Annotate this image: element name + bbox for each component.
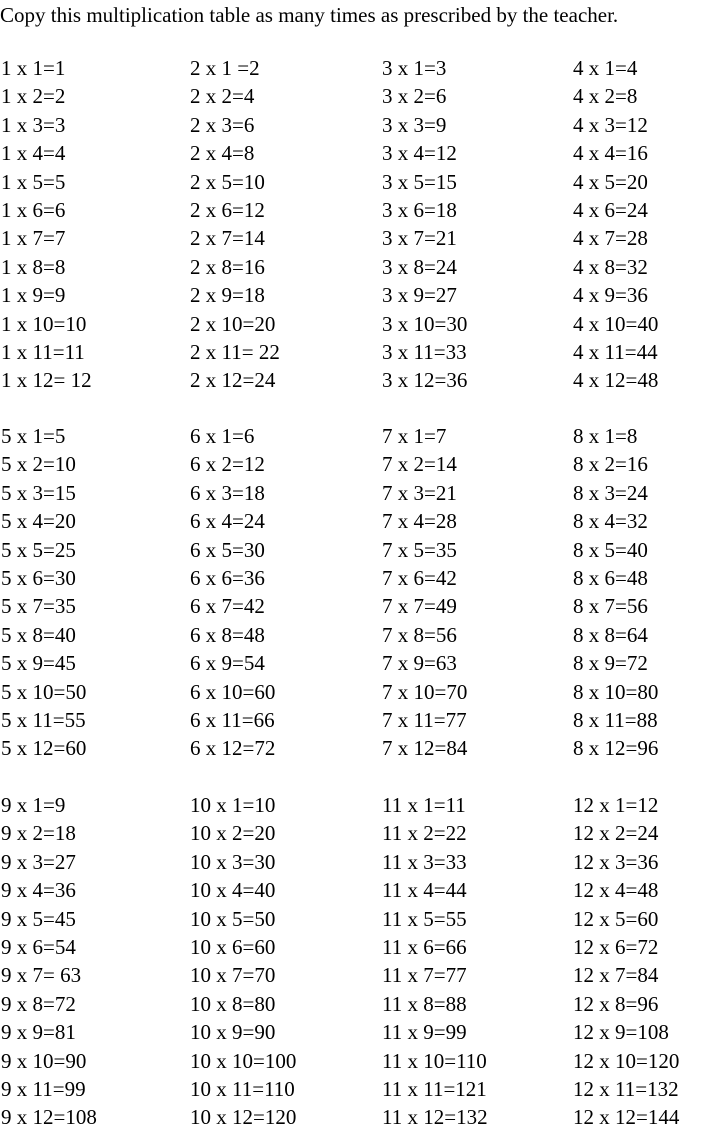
table-entry: 1 x 4=4 (1, 141, 66, 166)
table-entry: 6 x 11=66 (190, 707, 275, 732)
table-entry: 12 x 10=120 (573, 1048, 680, 1073)
table-entry: 6 x 9=54 (190, 651, 265, 676)
table-entry: 10 x 12=120 (190, 1105, 297, 1130)
table-entry: 3 x 2=6 (382, 84, 447, 109)
instruction-text: Copy this multiplication table as many times as prescribed by the teacher. (0, 3, 619, 27)
table-entry: 7 x 7=49 (382, 594, 457, 619)
table-entry: 6 x 8=48 (190, 622, 265, 647)
table-entry: 9 x 11=99 (1, 1076, 86, 1101)
table-entry: 4 x 8=32 (573, 254, 648, 279)
table-entry: 2 x 12=24 (190, 368, 276, 393)
table-entry: 8 x 3=24 (573, 480, 648, 505)
table-entry: 12 x 8=96 (573, 991, 659, 1016)
table-entry: 6 x 6=36 (190, 565, 265, 590)
table-entry: 1 x 11=11 (1, 339, 85, 364)
table-entry: 6 x 2=12 (190, 452, 265, 477)
table-column-4 (573, 54, 728, 395)
table-entry: 9 x 4=36 (1, 878, 76, 903)
table-entry: 3 x 12=36 (382, 368, 468, 393)
table-entry: 8 x 12=96 (573, 736, 659, 761)
table-block-5-to-8 (0, 422, 728, 762)
table-entry: 12 x 2=24 (573, 821, 659, 846)
table-entry: 9 x 12=108 (1, 1105, 97, 1130)
table-entry: 2 x 8=16 (190, 254, 265, 279)
table-entry: 7 x 3=21 (382, 480, 457, 505)
table-entry: 10 x 3=30 (190, 849, 276, 874)
table-entry: 7 x 6=42 (382, 565, 457, 590)
table-entry: 9 x 3=27 (1, 849, 76, 874)
table-entry: 2 x 11= 22 (190, 339, 280, 364)
table-entry: 8 x 6=48 (573, 565, 648, 590)
table-entry: 1 x 3=3 (1, 112, 66, 137)
table-entry: 5 x 1=5 (1, 424, 66, 448)
table-entry: 11 x 4=44 (382, 878, 467, 903)
table-entry: 1 x 2=2 (1, 84, 66, 109)
table-entry: 2 x 3=6 (190, 112, 255, 137)
table-entry: 8 x 10=80 (573, 679, 659, 704)
table-entry: 5 x 10=50 (1, 679, 87, 704)
table-entry: 5 x 3=15 (1, 480, 76, 505)
table-entry: 2 x 1 =2 (190, 56, 260, 80)
table-entry: 5 x 7=35 (1, 594, 76, 619)
table-column-10 (190, 791, 360, 1132)
table-column-2 (190, 54, 360, 395)
table-entry: 8 x 9=72 (573, 651, 648, 676)
table-entry: 7 x 10=70 (382, 679, 468, 704)
table-entry: 7 x 5=35 (382, 537, 457, 562)
table-entry: 3 x 11=33 (382, 339, 467, 364)
table-entry: 4 x 5=20 (573, 169, 648, 194)
table-entry: 8 x 8=64 (573, 622, 648, 647)
table-entry: 3 x 1=3 (382, 56, 447, 80)
table-entry: 6 x 1=6 (190, 424, 255, 448)
table-entry: 11 x 5=55 (382, 906, 467, 931)
table-entry: 12 x 3=36 (573, 849, 659, 874)
table-entry: 6 x 12=72 (190, 736, 276, 761)
table-entry: 12 x 7=84 (573, 963, 659, 988)
table-entry: 10 x 9=90 (190, 1020, 276, 1045)
table-entry: 7 x 2=14 (382, 452, 457, 477)
table-entry: 12 x 1=12 (573, 793, 659, 817)
table-entry: 2 x 6=12 (190, 197, 265, 222)
table-entry: 2 x 4=8 (190, 141, 255, 166)
table-entry: 1 x 9=9 (1, 283, 66, 308)
table-entry: 12 x 12=144 (573, 1105, 680, 1130)
table-entry: 5 x 11=55 (1, 707, 86, 732)
table-entry: 10 x 2=20 (190, 821, 276, 846)
table-entry: 11 x 12=132 (382, 1105, 488, 1130)
table-entry: 3 x 7=21 (382, 226, 457, 251)
table-entry: 7 x 9=63 (382, 651, 457, 676)
table-column-11 (382, 791, 552, 1132)
table-entry: 5 x 4=20 (1, 509, 76, 534)
table-entry: 6 x 5=30 (190, 537, 265, 562)
table-entry: 7 x 11=77 (382, 707, 467, 732)
table-entry: 9 x 2=18 (1, 821, 76, 846)
table-entry: 7 x 1=7 (382, 424, 447, 448)
table-column-5 (1, 422, 171, 763)
table-entry: 8 x 2=16 (573, 452, 648, 477)
table-entry: 10 x 5=50 (190, 906, 276, 931)
table-entry: 1 x 6=6 (1, 197, 66, 222)
table-entry: 6 x 10=60 (190, 679, 276, 704)
table-entry: 3 x 3=9 (382, 112, 447, 137)
table-entry: 5 x 12=60 (1, 736, 87, 761)
table-entry: 2 x 2=4 (190, 84, 255, 109)
table-entry: 7 x 12=84 (382, 736, 468, 761)
table-entry: 11 x 10=110 (382, 1048, 487, 1073)
table-entry: 11 x 3=33 (382, 849, 467, 874)
table-entry: 1 x 10=10 (1, 311, 87, 336)
table-entry: 7 x 4=28 (382, 509, 457, 534)
table-column-9 (1, 791, 171, 1132)
table-entry: 1 x 8=8 (1, 254, 66, 279)
table-entry: 8 x 11=88 (573, 707, 658, 732)
table-entry: 3 x 4=12 (382, 141, 457, 166)
table-column-8 (573, 422, 728, 763)
table-entry: 2 x 10=20 (190, 311, 276, 336)
table-entry: 10 x 4=40 (190, 878, 276, 903)
table-entry: 6 x 7=42 (190, 594, 265, 619)
table-entry: 6 x 4=24 (190, 509, 265, 534)
table-entry: 12 x 6=72 (573, 934, 659, 959)
table-column-12 (573, 791, 728, 1132)
table-entry: 5 x 9=45 (1, 651, 76, 676)
table-entry: 8 x 5=40 (573, 537, 648, 562)
table-entry: 5 x 8=40 (1, 622, 76, 647)
table-column-6 (190, 422, 360, 763)
table-entry: 12 x 11=132 (573, 1076, 679, 1101)
table-entry: 1 x 12= 12 (1, 368, 92, 393)
table-entry: 10 x 10=100 (190, 1048, 297, 1073)
table-entry: 1 x 1=1 (1, 56, 66, 80)
table-entry: 12 x 4=48 (573, 878, 659, 903)
table-entry: 4 x 11=44 (573, 339, 658, 364)
table-entry: 9 x 7= 63 (1, 963, 82, 988)
table-entry: 1 x 5=5 (1, 169, 66, 194)
table-entry: 11 x 1=11 (382, 793, 466, 817)
table-column-3 (382, 54, 552, 395)
table-entry: 2 x 7=14 (190, 226, 265, 251)
table-entry: 11 x 6=66 (382, 934, 467, 959)
table-entry: 10 x 8=80 (190, 991, 276, 1016)
table-entry: 4 x 7=28 (573, 226, 648, 251)
table-entry: 4 x 3=12 (573, 112, 648, 137)
table-entry: 5 x 2=10 (1, 452, 76, 477)
table-entry: 3 x 10=30 (382, 311, 468, 336)
table-entry: 5 x 5=25 (1, 537, 76, 562)
table-entry: 10 x 6=60 (190, 934, 276, 959)
table-entry: 9 x 6=54 (1, 934, 76, 959)
table-entry: 3 x 8=24 (382, 254, 457, 279)
table-entry: 8 x 7=56 (573, 594, 648, 619)
table-column-1 (1, 54, 171, 395)
table-entry: 3 x 9=27 (382, 283, 457, 308)
table-entry: 4 x 10=40 (573, 311, 659, 336)
table-entry: 2 x 5=10 (190, 169, 265, 194)
table-entry: 4 x 1=4 (573, 56, 638, 80)
table-entry: 4 x 2=8 (573, 84, 638, 109)
table-entry: 11 x 8=88 (382, 991, 467, 1016)
table-entry: 12 x 9=108 (573, 1020, 669, 1045)
table-entry: 4 x 9=36 (573, 283, 648, 308)
table-entry: 7 x 8=56 (382, 622, 457, 647)
table-column-7 (382, 422, 552, 763)
table-entry: 8 x 4=32 (573, 509, 648, 534)
table-entry: 10 x 7=70 (190, 963, 276, 988)
table-entry: 9 x 9=81 (1, 1020, 76, 1045)
table-entry: 3 x 5=15 (382, 169, 457, 194)
table-entry: 9 x 1=9 (1, 793, 66, 817)
table-block-9-to-12 (0, 791, 728, 1131)
table-entry: 11 x 11=121 (382, 1076, 487, 1101)
table-block-1-to-4 (0, 54, 728, 394)
table-entry: 11 x 2=22 (382, 821, 467, 846)
table-entry: 5 x 6=30 (1, 565, 76, 590)
table-entry: 9 x 10=90 (1, 1048, 87, 1073)
table-entry: 4 x 6=24 (573, 197, 648, 222)
table-entry: 3 x 6=18 (382, 197, 457, 222)
table-entry: 9 x 5=45 (1, 906, 76, 931)
table-entry: 4 x 12=48 (573, 368, 659, 393)
table-entry: 11 x 9=99 (382, 1020, 467, 1045)
table-entry: 12 x 5=60 (573, 906, 659, 931)
table-entry: 11 x 7=77 (382, 963, 467, 988)
table-entry: 8 x 1=8 (573, 424, 638, 448)
table-entry: 9 x 8=72 (1, 991, 76, 1016)
table-entry: 2 x 9=18 (190, 283, 265, 308)
table-entry: 6 x 3=18 (190, 480, 265, 505)
table-entry: 10 x 11=110 (190, 1076, 295, 1101)
table-entry: 1 x 7=7 (1, 226, 66, 251)
table-entry: 10 x 1=10 (190, 793, 276, 817)
table-entry: 4 x 4=16 (573, 141, 648, 166)
